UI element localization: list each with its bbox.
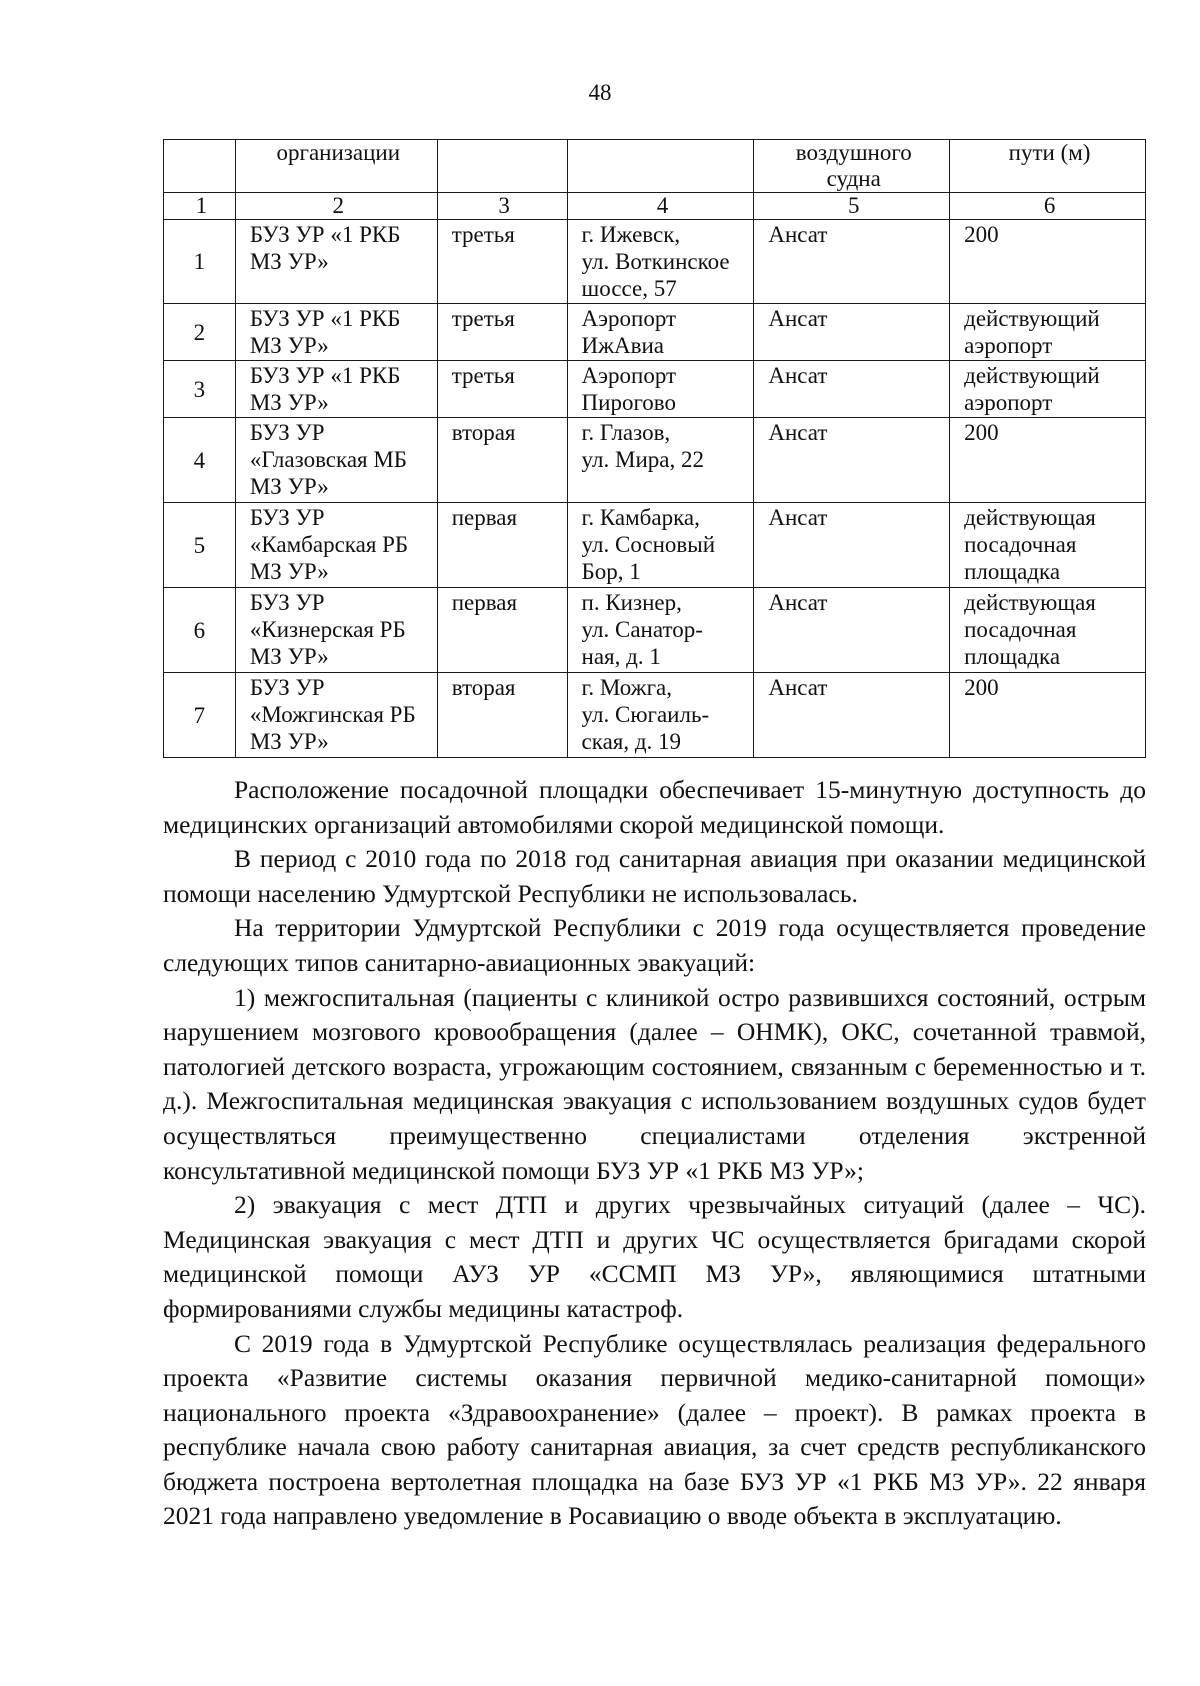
column-number: 2 [235,193,437,220]
column-number: 4 [567,193,754,220]
paragraph: С 2019 года в Удмуртской Республике осуществлялась реализация федерального проекта «Развитие системы оказания первичной медико-санитарной помощи» национального проекта «Здравоохранение» (далее – проект). В рамках проекта в республике начала свою работу санитарная авиация, за счет средств республиканского бюджета построена вертолетная площадка на базе БУЗ УР «1 РКБ МЗ УР». 22 января 2021 года направлено уведомление в Росавиацию о вводе объекта в эксплуатацию. [163,1328,1146,1531]
header-cell: воздушного судна [754,140,950,193]
table-row [164,673,1146,758]
location-cell: п. Кизнер, ул. Санатор- ная, д. 1 [567,588,754,673]
paragraph: На территории Удмуртской Республики с 2019 года осуществляется проведение следующих типов санитарно-авиационных эвакуаций: [163,913,1146,977]
category-cell: первая [437,503,567,588]
location-cell: г. Глазов, ул. Мира, 22 [567,418,754,503]
column-number: 3 [437,193,567,220]
distance-cell: действующий аэропорт [950,304,1146,361]
category-cell: первая [437,588,567,673]
header-cell: организации [235,140,437,193]
paragraph: 2) эвакуация с мест ДТП и других чрезвычайных ситуаций (далее – ЧС). Медицинская эвакуация с мест ДТП и других ЧС осуществляется бригадами скорой медицинской помощи АУЗ УР «ССМП МЗ УР», являющимися штатными формированиями службы медицины катастроф. [163,1190,1146,1323]
category-cell: третья [437,361,567,418]
aircraft-cell: Ансат [754,418,950,503]
table-row [164,361,1146,418]
table-row [164,418,1146,503]
table-header-continuation [164,140,1146,193]
row-number: 6 [164,588,236,673]
distance-cell: 200 [950,220,1146,304]
header-cell [437,140,567,193]
row-number: 7 [164,673,236,758]
location-cell: г. Можга, ул. Сюгаиль- ская, д. 19 [567,673,754,758]
organization-cell: БУЗ УР «1 РКБ МЗ УР» [235,361,437,418]
organization-cell: БУЗ УР «1 РКБ МЗ УР» [235,304,437,361]
aircraft-cell: Ансат [754,503,950,588]
column-number: 1 [164,193,236,220]
organization-cell: БУЗ УР «1 РКБ МЗ УР» [235,220,437,304]
table-row [164,588,1146,673]
row-number: 4 [164,418,236,503]
category-cell: третья [437,304,567,361]
aircraft-cell: Ансат [754,361,950,418]
location-cell: г. Камбарка, ул. Сосновый Бор, 1 [567,503,754,588]
category-cell: третья [437,220,567,304]
row-number: 5 [164,503,236,588]
distance-cell: действующий аэропорт [950,361,1146,418]
distance-cell: 200 [950,673,1146,758]
row-number: 2 [164,304,236,361]
location-cell: г. Ижевск, ул. Воткинское шоссе, 57 [567,220,754,304]
aircraft-cell: Ансат [754,304,950,361]
table-row [164,220,1146,304]
table-row [164,304,1146,361]
header-cell: пути (м) [950,140,1146,193]
column-number: 6 [950,193,1146,220]
organization-cell: БУЗ УР «Глазовская МБ МЗ УР» [235,418,437,503]
distance-cell: действующая посадочная площадка [950,503,1146,588]
location-cell: Аэропорт Пирогово [567,361,754,418]
table-column-numbers [164,193,1146,220]
paragraph: В период с 2010 года по 2018 год санитарная авиация при оказании медицинской помощи населению Удмуртской Республики не использовалась. [163,844,1146,908]
row-number: 1 [164,220,236,304]
aircraft-cell: Ансат [754,220,950,304]
header-cell [164,140,236,193]
organization-cell: БУЗ УР «Можгинская РБ МЗ УР» [235,673,437,758]
table-row [164,503,1146,588]
category-cell: вторая [437,418,567,503]
header-cell [567,140,754,193]
page-number: 48 [588,80,612,105]
distance-cell: 200 [950,418,1146,503]
aircraft-cell: Ансат [754,588,950,673]
body-text [163,773,1146,1534]
row-number: 3 [164,361,236,418]
aircraft-cell: Ансат [754,673,950,758]
helipad-table [163,139,1146,758]
paragraph: 1) межгоспитальная (пациенты с клиникой остро развившихся состояний, острым нарушением мозгового кровообращения (далее – ОНМК), ОКС, сочетанной травмой, патологией детского возраста, угрожающим состоянием, связанным с беременностью и т. д.). Межгоспитальная медицинская эвакуация с использованием воздушных судов будет осуществляться преимущественно специалистами отделения экстренной консультативной медицинской помощи БУЗ УР «1 РКБ МЗ УР»; [163,982,1146,1185]
organization-cell: БУЗ УР «Кизнерская РБ МЗ УР» [235,588,437,673]
paragraph: Расположение посадочной площадки обеспечивает 15-минутную доступность до медицинских организаций автомобилями скорой медицинской помощи. [163,775,1146,839]
organization-cell: БУЗ УР «Камбарская РБ МЗ УР» [235,503,437,588]
distance-cell: действующая посадочная площадка [950,588,1146,673]
category-cell: вторая [437,673,567,758]
column-number: 5 [754,193,950,220]
location-cell: Аэропорт ИжАвиа [567,304,754,361]
